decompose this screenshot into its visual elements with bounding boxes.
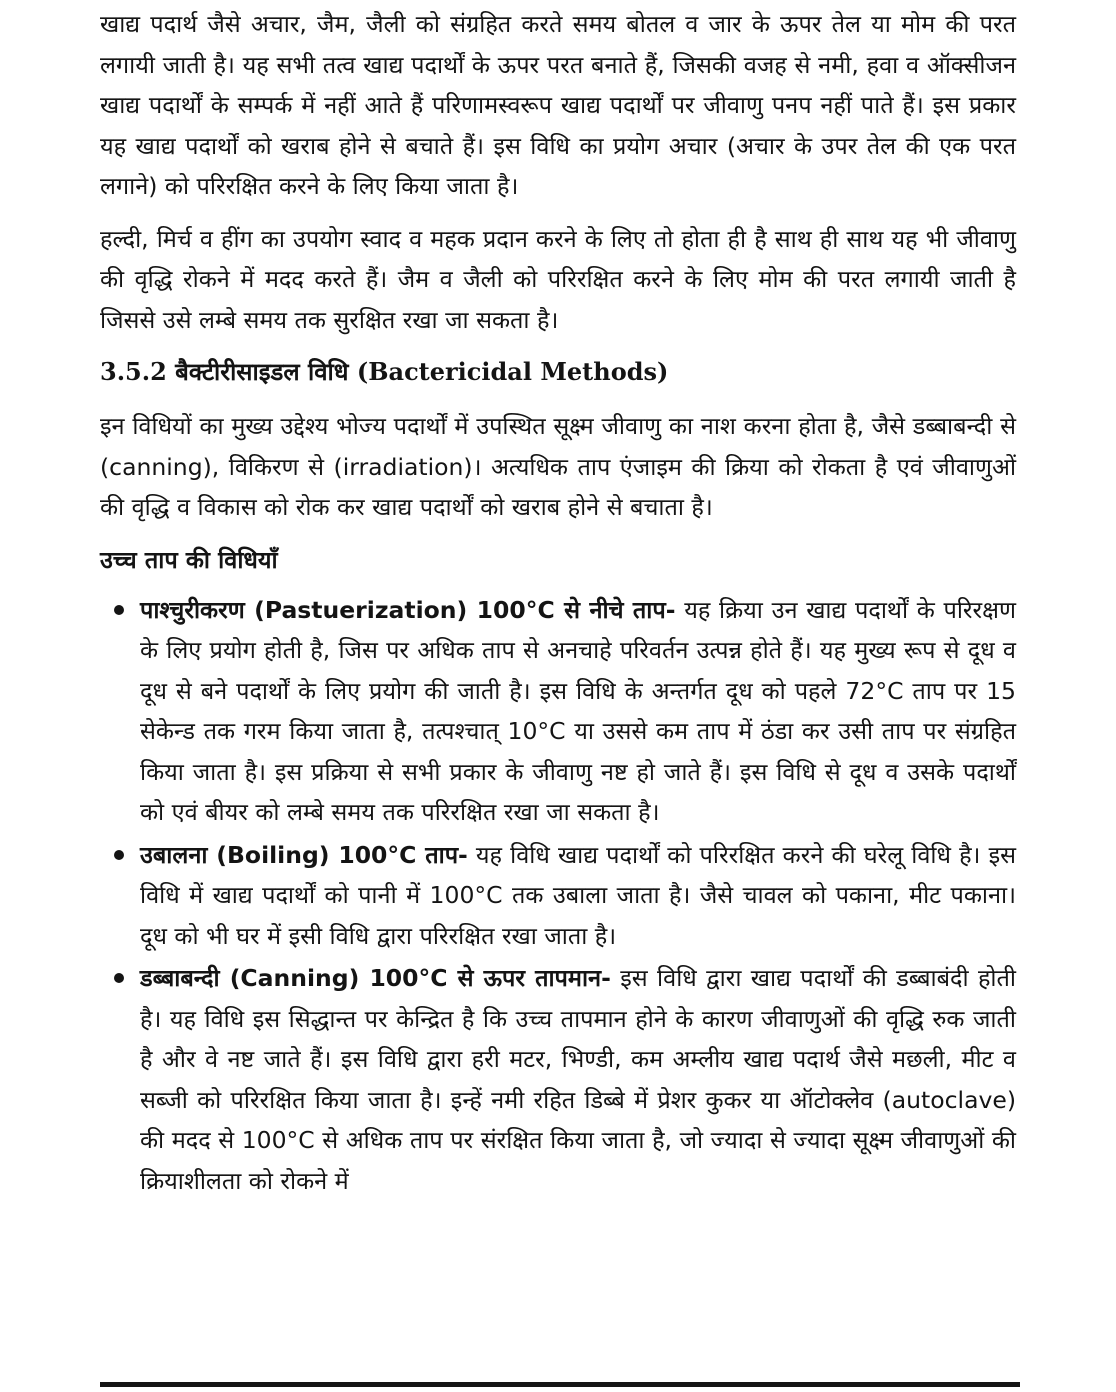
- bullet-item-canning: [100, 958, 1016, 1201]
- bullet-text: यह क्रिया उन खाद्य पदार्थों के परिरक्षण के लिए प्रयोग होती है, जिस पर अधिक ताप से अनचाहे परिवर्तन उत्पन्न होते हैं। यह मुख्य रूप से दूध व दूध से बने पदार्थों के लिए प्रयोग की जाती है। इस विधि के अन्तर्गत दूध को पहले 72°C ताप पर 15 सेकेन्ड तक गरम किया जाता है, तत्पश्चात् 10°C या उससे कम ताप में ठंडा कर उसी ताप पर संग्रहित किया जाता है। इस प्रक्रिया से सभी प्रकार के जीवाणु नष्ट हो जाते हैं। इस विधि से दूध व उसके पदार्थों को एवं बीयर को लम्बे समय तक परिरक्षित रखा जा सकता है।: [140, 595, 1016, 826]
- paragraph-oil-wax-layer: खाद्य पदार्थ जैसे अचार, जैम, जैली को संग्रहित करते समय बोतल व जार के ऊपर तेल या मोम की परत लगायी जाती है। यह सभी तत्व खाद्य पदार्थों के ऊपर परत बनाते हैं, जिसकी वजह से नमी, हवा व ऑक्सीजन खाद्य पदार्थों के सम्पर्क में नहीं आते हैं परिणामस्वरूप खाद्य पदार्थों पर जीवाणु पनप नहीं पाते हैं। इस प्रकार यह खाद्य पदार्थों को खराब होने से बचाते हैं। इस विधि का प्रयोग अचार (अचार के उपर तेल की एक परत लगाने) को परिरक्षित करने के लिए किया जाता है।: [100, 10, 1016, 200]
- bullet-dot-icon: [114, 605, 124, 615]
- bullet-item-boiling: [100, 835, 1016, 957]
- bullet-list: [100, 590, 1016, 1202]
- bullet-text: इस विधि द्वारा खाद्य पदार्थों की डब्बाबंदी होती है। यह विधि इस सिद्धान्त पर केन्द्रित है कि उच्च तापमान होने के कारण जीवाणुओं की वृद्धि रुक जाती है और वे नष्ट जाते हैं। इस विधि द्वारा हरी मटर, भिण्डी, कम अम्लीय खाद्य पदार्थ जैसे मछली, मीट व सब्जी को परिरक्षित किया जाता है। इन्हें नमी रहित डिब्बे में प्रेशर कुकर या ऑटोक्लेव (autoclave) की मदद से 100°C से अधिक ताप पर संरक्षित किया जाता है, जो ज्यादा से ज्यादा सूक्ष्म जीवाणुओं की क्रियाशीलता को रोकने में: [140, 964, 1016, 1195]
- document-page: [100, 4, 1016, 1203]
- bottom-rule: [100, 1382, 1020, 1387]
- bullet-lead: उबालना (Boiling) 100°C ताप-: [140, 840, 468, 869]
- bullet-lead: डब्बाबन्दी (Canning) 100°C से ऊपर तापमान-: [140, 964, 611, 992]
- section-heading: 3.5.2 बैक्टीरीसाइडल विधि (Bactericidal Methods): [100, 357, 669, 386]
- paragraph-bactericidal-intro: इन विधियों का मुख्य उद्देश्य भोज्य पदार्थों में उपस्थित सूक्ष्म जीवाणु का नाश करना होता है, जैसे डब्बाबन्दी से (canning), विकिरण से (irradiation)। अत्यधिक ताप एंजाइम की क्रिया को रोकता है एवं जीवाणुओं की वृद्धि व विकास को रोक कर खाद्य पदार्थों को खराब होने से बचाता है।: [100, 412, 1016, 521]
- paragraph-spices: हल्दी, मिर्च व हींग का उपयोग स्वाद व महक प्रदान करने के लिए तो होता ही है साथ ही साथ यह भी जीवाणु की वृद्धि रोकने में मदद करते हैं। जैम व जैली को परिरक्षित करने के लिए मोम की परत लगायी जाती है जिससे उसे लम्बे समय तक सुरक्षित रखा जा सकता है।: [100, 224, 1016, 334]
- bullet-lead: पाश्चुरीकरण (Pastuerization) 100°C से नीचे ताप-: [140, 595, 676, 624]
- bullet-item-pasteurization: [100, 590, 1016, 833]
- bullet-dot-icon: [114, 973, 124, 983]
- subheading-high-heat-methods: उच्च ताप की विधियाँ: [100, 545, 278, 574]
- bullet-dot-icon: [114, 850, 124, 860]
- bullet-text: यह विधि खाद्य पदार्थों को परिरक्षित करने की घरेलू विधि है। इस विधि में खाद्य पदार्थों को पानी में 100°C तक उबाला जाता है। जैसे चावल को पकाना, मीट पकाना। दूध को भी घर में इसी विधि द्वारा परिरक्षित रखा जाता है।: [140, 840, 1016, 950]
